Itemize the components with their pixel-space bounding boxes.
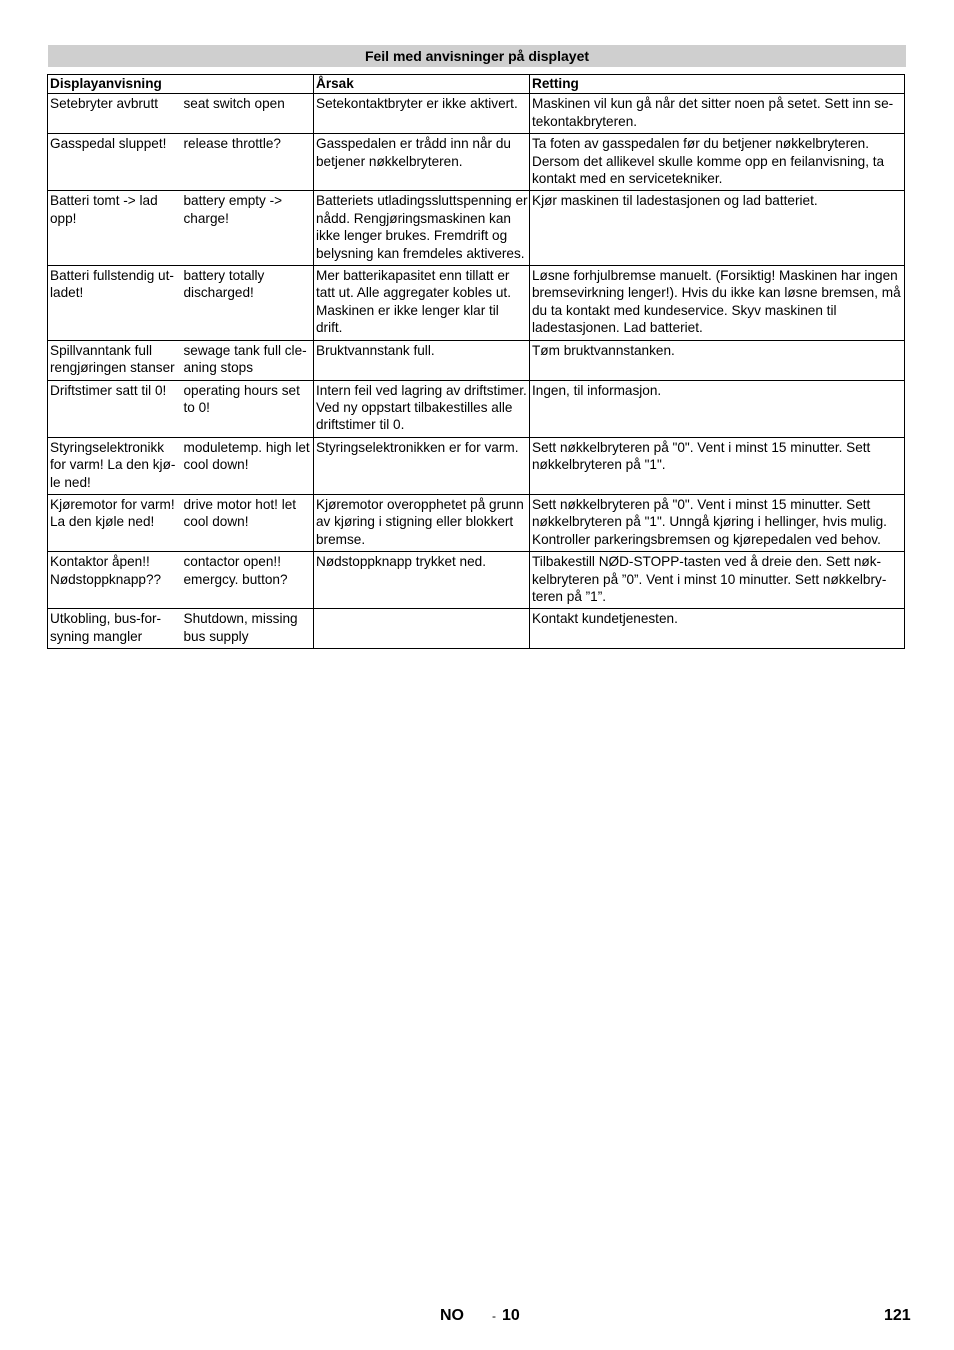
display-text-no: Batteri fullstendig utladet! (48, 266, 182, 341)
remedy-cell: Maskinen vil kun gå når det sitter noen på setet. Sett inn setekontakbryteren. (530, 94, 905, 134)
error-table (47, 74, 905, 649)
display-text-no: Gasspedal sluppet! (48, 134, 182, 191)
remedy-cell: Kjør maskinen til ladestasjonen og lad batteriet. (530, 191, 905, 266)
cause-cell: Kjøremotor overopphetet på grunn av kjøring i stigning eller blokkert bremse. (314, 494, 530, 551)
header-cause: Årsak (314, 75, 530, 94)
table-row (48, 340, 905, 380)
display-text-en: battery empty -> charge! (182, 191, 314, 266)
table-row (48, 437, 905, 494)
cause-cell: Bruktvannstank full. (314, 340, 530, 380)
cause-cell: Intern feil ved lagring av driftstimer. Ved ny oppstart tilbakestilles alle driftstimer til 0. (314, 380, 530, 437)
remedy-cell: Ingen, til informasjon. (530, 380, 905, 437)
header-remedy: Retting (530, 75, 905, 94)
table-row (48, 94, 905, 134)
display-text-en: contactor open!! emergcy. button? (182, 552, 314, 609)
cause-cell: Setekontaktbryter er ikke aktivert. (314, 94, 530, 134)
section-title: Feil med anvisninger på displayet (48, 45, 906, 67)
footer-dash: - (492, 1309, 496, 1323)
display-text-no: Driftstimer satt til 0! (48, 380, 182, 437)
display-text-en: Shutdown, missing bus supply (182, 609, 314, 649)
header-display: Displayanvisning (48, 75, 314, 94)
display-text-en: moduletemp. high let cool down! (182, 437, 314, 494)
table-row (48, 609, 905, 649)
table-header-row (48, 75, 905, 94)
table-row (48, 266, 905, 341)
display-text-en: release throttle? (182, 134, 314, 191)
remedy-cell: Tilbakestill NØD-STOPP-tasten ved å dreie den. Sett nøkkelbryteren på ”0”. Vent i minst 10 minutter. Sett nøkkelbryteren på ”1”. (530, 552, 905, 609)
cause-cell: Gasspedalen er trådd inn når du betjener nøkkelbryteren. (314, 134, 530, 191)
table-row (48, 552, 905, 609)
remedy-cell: Sett nøkkelbryteren på "0". Vent i minst 15 minutter. Sett nøkkelbryteren på "1". (530, 437, 905, 494)
display-text-no: Styringselektronikk for varm! La den kjøle ned! (48, 437, 182, 494)
display-text-en: sewage tank full cleaning stops (182, 340, 314, 380)
display-text-en: drive motor hot! let cool down! (182, 494, 314, 551)
table-row (48, 191, 905, 266)
display-text-no: Utkobling, bus-forsyning mangler (48, 609, 182, 649)
cause-cell: Styringselektronikken er for varm. (314, 437, 530, 494)
table-row (48, 494, 905, 551)
table-row (48, 134, 905, 191)
remedy-cell: Ta foten av gasspedalen før du betjener nøkkelbryteren. Dersom det allikevel skulle komme opp en feilanvisning, ta kontakt med en servicetekniker. (530, 134, 905, 191)
display-text-en: operating hours set to 0! (182, 380, 314, 437)
display-text-en: seat switch open (182, 94, 314, 134)
footer-language-code: NO (440, 1307, 464, 1324)
display-text-no: Kontaktor åpen!! Nødstoppknapp?? (48, 552, 182, 609)
remedy-cell: Tøm bruktvannstanken. (530, 340, 905, 380)
footer-section-number: 10 (502, 1307, 520, 1324)
cause-cell: Batteriets utladingssluttspenning er nådd. Rengjøringsmaskinen kan ikke lenger brukes. Fremdrift og belysning kan fremdeles aktiveres. (314, 191, 530, 266)
cause-cell: Nødstoppknapp trykket ned. (314, 552, 530, 609)
footer-page-number: 121 (884, 1307, 911, 1324)
remedy-cell: Kontakt kundetjenesten. (530, 609, 905, 649)
display-text-en: battery totally discharged! (182, 266, 314, 341)
table-row (48, 380, 905, 437)
remedy-cell: Løsne forhjulbremse manuelt. (Forsiktig! Maskinen har ingen bremsevirkning lenger!). Hvis du ikke kan løsne bremsen, må du ta kontakt med kundeservice. Skyv maskinen til ladestasjonen. Lad batteriet. (530, 266, 905, 341)
cause-cell: Mer batterikapasitet enn tillatt er tatt ut. Alle aggregater kobles ut. Maskinen er ikke lenger klar til drift. (314, 266, 530, 341)
display-text-no: Setebryter avbrutt (48, 94, 182, 134)
remedy-cell: Sett nøkkelbryteren på "0". Vent i minst 15 minutter. Sett nøkkelbryteren på "1". Unngå kjøring i hellinger, hvis mulig. Kontroller parkeringsbremsen og kjørepedalen ved behov. (530, 494, 905, 551)
display-text-no: Spillvanntank full rengjøringen stanser (48, 340, 182, 380)
display-text-no: Batteri tomt -> lad opp! (48, 191, 182, 266)
display-text-no: Kjøremotor for varm! La den kjøle ned! (48, 494, 182, 551)
cause-cell (314, 609, 530, 649)
